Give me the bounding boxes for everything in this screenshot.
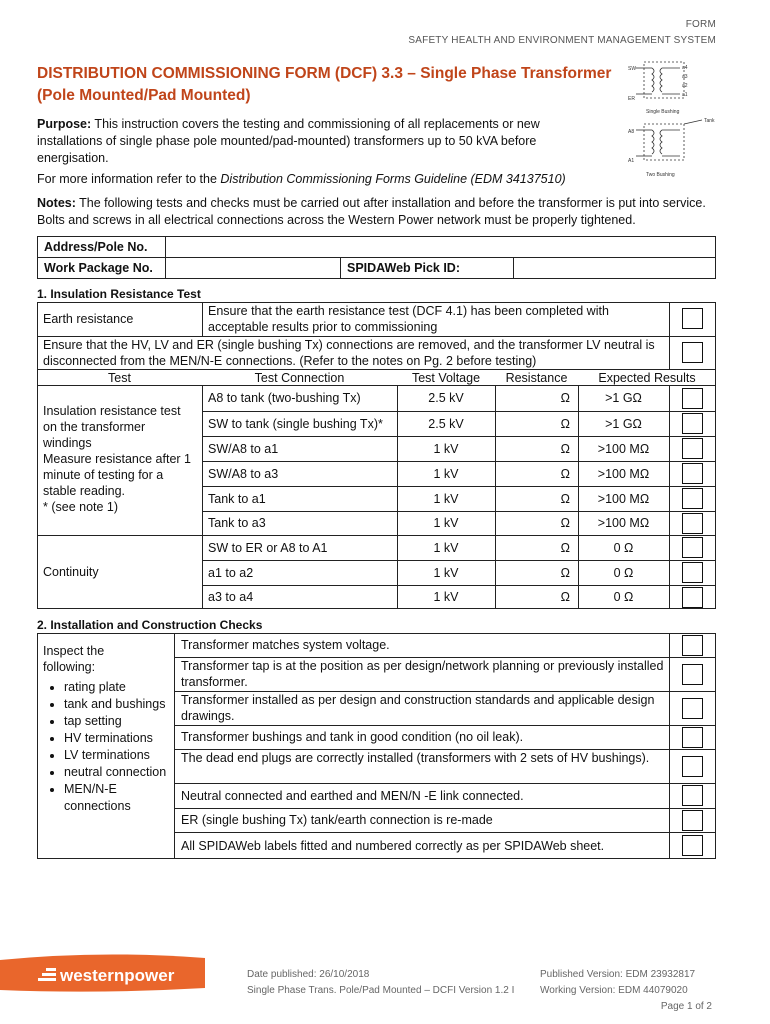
- earth-resistance-text: Ensure that the earth resistance test (DCF 4.1) has been completed with acceptable results prior to commissioning: [208, 304, 609, 334]
- col-test-connection: Test Connection: [254, 371, 345, 385]
- check-item-checkbox[interactable]: [682, 727, 703, 748]
- continuity-label: Continuity: [43, 565, 99, 579]
- check-item: Transformer matches system voltage.: [181, 638, 390, 652]
- page-number: Page 1 of 2: [660, 1001, 712, 1012]
- title-line-1: DISTRIBUTION COMMISSIONING FORM (DCF) 3.3 – Single Phase Transformer: [37, 65, 612, 82]
- westernpower-logo: [0, 952, 205, 992]
- row-checkbox[interactable]: [682, 388, 703, 409]
- insulation-test-label: Insulation resistance test on the transformer windings Measure resistance after 1 minute of testing for a stable reading. * (see note 1): [43, 404, 191, 514]
- resistance-cell[interactable]: Ω: [560, 391, 570, 405]
- two-bushing-label: Two Bushing: [646, 172, 675, 178]
- check-item: Neutral connected and earthed and MEN/N -E link connected.: [181, 788, 524, 803]
- date-published: Date published: 26/10/2018: [247, 969, 370, 980]
- resistance-cell[interactable]: Ω: [560, 516, 570, 530]
- guideline-reference: Distribution Commissioning Forms Guideline (EDM 34137510): [220, 172, 566, 186]
- form-label: FORM: [685, 19, 716, 30]
- address-label: Address/Pole No.: [38, 237, 166, 258]
- hv-lv-checkbox[interactable]: [682, 342, 703, 363]
- check-item: Transformer tap is at the position as per design/network planning or previously installed transformer.: [181, 659, 664, 689]
- hv-lv-notice: Ensure that the HV, LV and ER (single bushing Tx) connections are removed, and the transformer LV neutral is disconnected from the MEN/N-E connections. (Refer to the notes on Pg. 2 before testing): [43, 338, 655, 368]
- single-bushing-label: Single Bushing: [646, 109, 680, 115]
- resistance-cell[interactable]: Ω: [560, 540, 570, 555]
- working-version: Working Version: EDM 44079020: [540, 985, 688, 996]
- document-header: [408, 17, 716, 49]
- label-a2: a2: [682, 83, 688, 89]
- row-checkbox[interactable]: [682, 413, 703, 434]
- notes-label: Notes:: [37, 196, 76, 210]
- earth-resistance-checkbox[interactable]: [682, 308, 703, 329]
- check-item-checkbox[interactable]: [682, 664, 703, 685]
- check-item-checkbox[interactable]: [682, 785, 703, 806]
- test-connection-cell: a1 to a2: [208, 565, 254, 580]
- col-resistance: Resistance: [505, 371, 568, 385]
- more-info: [37, 171, 566, 188]
- expected-result-cell: >100 MΩ: [597, 491, 650, 506]
- label-a1-lower: a1: [682, 92, 688, 98]
- test-connection-cell: SW to ER or A8 to A1: [208, 540, 328, 555]
- test-connection-cell: a3 to a4: [208, 590, 254, 604]
- footer-right: [540, 967, 712, 1015]
- title-line-2: (Pole Mounted/Pad Mounted): [37, 87, 251, 104]
- row-checkbox[interactable]: [682, 537, 703, 558]
- expected-result-cell: >1 GΩ: [605, 391, 642, 405]
- expected-result-cell: >1 GΩ: [605, 416, 642, 431]
- test-connection-cell: Tank to a1: [208, 491, 266, 506]
- test-connection-cell: SW/A8 to a3: [208, 466, 279, 481]
- resistance-cell[interactable]: Ω: [560, 491, 570, 506]
- document-version: Single Phase Trans. Pole/Pad Mounted – DCFI Version 1.2 I: [247, 985, 515, 996]
- footer-left: [247, 967, 514, 999]
- resistance-cell[interactable]: Ω: [560, 416, 570, 431]
- inspect-bullet: • HV terminations: [64, 730, 173, 747]
- test-voltage-cell: 1 kV: [433, 516, 459, 530]
- resistance-cell[interactable]: Ω: [560, 590, 570, 604]
- col-expected-results: Expected Results: [598, 371, 696, 385]
- check-item-checkbox[interactable]: [682, 698, 703, 719]
- inspect-bullet: • MEN/N-E connections: [64, 781, 173, 815]
- page-title: [37, 63, 627, 107]
- inspect-bullet: • neutral connection: [64, 764, 173, 781]
- inspect-bullet: • tank and bushings: [64, 696, 173, 713]
- label-a3: a3: [682, 74, 688, 80]
- notes-text: The following tests and checks must be carried out after installation and before the transformer is put into service. Bolts and screws in all electrical connections across the Western Power network must be properly tightened.: [37, 196, 706, 227]
- transformer-diagram: [628, 58, 718, 186]
- expected-result-cell: 0 Ω: [613, 540, 634, 555]
- work-package-input[interactable]: [166, 258, 341, 279]
- row-checkbox[interactable]: [682, 513, 703, 534]
- expected-result-cell: >100 MΩ: [597, 441, 650, 456]
- test-voltage-cell: 1 kV: [433, 441, 459, 456]
- test-connection-cell: Tank to a3: [208, 516, 266, 530]
- purpose-text: This instruction covers the testing and commissioning of all replacements or new installations of single phase pole mounted/pad-mounted) transformers up to 50 kVA before energisation.: [37, 117, 540, 165]
- label-a8: A8: [628, 129, 635, 135]
- earth-resistance-label: Earth resistance: [43, 312, 134, 326]
- resistance-cell[interactable]: Ω: [560, 441, 570, 456]
- row-checkbox[interactable]: [682, 488, 703, 509]
- check-item: Transformer installed as per design and construction standards and applicable design drawings.: [181, 693, 655, 723]
- resistance-cell[interactable]: Ω: [560, 565, 570, 580]
- work-package-label: Work Package No.: [38, 258, 166, 279]
- col-test-voltage: Test Voltage: [411, 371, 481, 385]
- test-voltage-cell: 1 kV: [433, 466, 459, 481]
- test-connection-cell: A8 to tank (two-bushing Tx): [208, 391, 361, 405]
- expected-result-cell: >100 MΩ: [597, 516, 650, 530]
- published-version: Published Version: EDM 23932817: [540, 969, 696, 980]
- test-voltage-cell: 1 kV: [433, 590, 459, 604]
- test-connection-cell: SW/A8 to a1: [208, 441, 279, 456]
- inspect-label: Inspect the following:: [43, 644, 105, 674]
- row-checkbox[interactable]: [682, 587, 703, 608]
- check-item-checkbox[interactable]: [682, 810, 703, 831]
- tank-label: Tank: [704, 118, 715, 124]
- address-table: [37, 236, 716, 279]
- inspect-bullet: • tap setting: [64, 713, 173, 730]
- row-checkbox[interactable]: [682, 438, 703, 459]
- col-test: Test: [108, 371, 131, 385]
- test-voltage-cell: 1 kV: [433, 491, 459, 506]
- purpose-paragraph: [37, 116, 597, 167]
- test-voltage-cell: 2.5 kV: [428, 416, 464, 431]
- inspect-list: [38, 679, 173, 815]
- spidaweb-input[interactable]: [514, 258, 716, 279]
- check-item-checkbox[interactable]: [682, 635, 703, 656]
- section-2-title: 2. Installation and Construction Checks: [37, 618, 263, 632]
- expected-result-cell: 0 Ω: [613, 590, 634, 604]
- check-item: All SPIDAWeb labels fitted and numbered correctly as per SPIDAWeb sheet.: [181, 838, 605, 853]
- check-item-checkbox[interactable]: [682, 835, 703, 856]
- test-voltage-cell: 1 kV: [433, 565, 459, 580]
- check-item: Transformer bushings and tank in good condition (no oil leak).: [181, 730, 524, 744]
- expected-result-cell: 0 Ω: [613, 565, 634, 580]
- section-1-title: 1. Insulation Resistance Test: [37, 287, 201, 301]
- spidaweb-label: SPIDAWeb Pick ID:: [341, 258, 514, 279]
- label-er: ER: [628, 96, 635, 102]
- logo-text: westernpower: [60, 966, 175, 985]
- more-info-prefix: For more information refer to the: [37, 172, 221, 186]
- row-checkbox[interactable]: [682, 463, 703, 484]
- check-item: ER (single bushing Tx) tank/earth connection is re-made: [181, 813, 493, 827]
- label-a4: a4: [682, 65, 688, 71]
- expected-result-cell: >100 MΩ: [597, 466, 650, 481]
- test-voltage-cell: 1 kV: [433, 540, 459, 555]
- check-item-checkbox[interactable]: [682, 756, 703, 777]
- resistance-cell[interactable]: Ω: [560, 466, 570, 481]
- row-checkbox[interactable]: [682, 562, 703, 583]
- check-item: The dead end plugs are correctly installed (transformers with 2 sets of HV bushings).: [181, 751, 650, 765]
- purpose-label: Purpose:: [37, 117, 92, 131]
- label-a1: A1: [628, 158, 635, 164]
- label-sw: SW: [628, 66, 637, 72]
- inspect-bullet: • rating plate: [64, 679, 173, 696]
- test-connection-cell: SW to tank (single bushing Tx)*: [208, 416, 383, 431]
- inspect-bullet: • LV terminations: [64, 747, 173, 764]
- test-voltage-cell: 2.5 kV: [428, 391, 464, 405]
- address-input[interactable]: [166, 237, 716, 258]
- notes-paragraph: [37, 195, 727, 229]
- system-label: SAFETY HEALTH AND ENVIRONMENT MANAGEMENT SYSTEM: [408, 35, 716, 46]
